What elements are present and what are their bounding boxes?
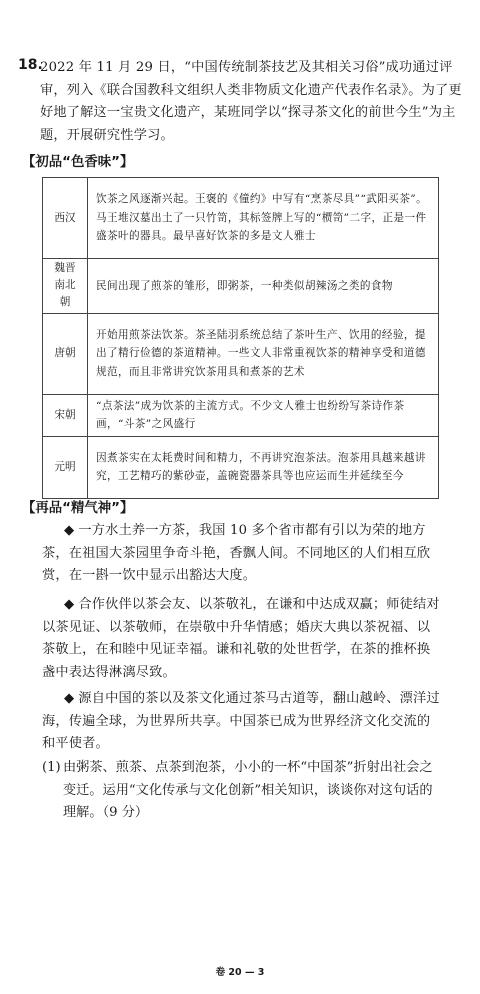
paragraph-local-tea [42, 520, 442, 588]
diamond-bullet-icon: ◆ [64, 523, 75, 538]
section-title-first-taste: 【初品“色香味”】 [22, 155, 134, 170]
paragraph-text: 一方水土养一方茶，我国 10 多个省市都有引以为荣的地方茶，在祖国大茶园里争奇斗艳，香飘人间。不同地区的人们相互欣赏，在一斟一饮中显示出豁达大度。 [42, 523, 431, 583]
page-footer: 卷 20 — 3 [215, 967, 265, 978]
subquestion-1 [42, 757, 442, 825]
description-cell: 开始用煎茶法饮茶。茶圣陆羽系统总结了茶叶生产、饮用的经验，提出了精行俭德的茶道精神。一些文人非常重视饮茶的精神享受和道德规范，而且非常讲究饮茶用具和煮茶的艺术 [88, 313, 439, 394]
description-cell: 因煮茶实在太耗费时间和精力，不再讲究泡茶法。泡茶用具越来越讲究，工艺精巧的紫砂壶，盖碗瓷器茶具等也应运而生并延续至今 [88, 436, 439, 498]
subquestion-text: 由粥茶、煎茶、点茶到泡茶，小小的一杯“中国茶”折射出社会之变迁。运用“文化传承与文化创新”相关知识，谈谈你对这句话的理解。（9 分） [63, 760, 433, 820]
paragraph-tea-world [42, 688, 442, 756]
diamond-bullet-icon: ◆ [64, 691, 75, 706]
dynasty-cell [43, 259, 88, 314]
question-18 [18, 57, 468, 147]
dynasty-cell: 唐朝 [43, 313, 88, 394]
section-title-second-taste: 【再品“精气神”】 [22, 501, 134, 516]
table-row [43, 178, 439, 259]
table-row [43, 436, 439, 498]
question-number: 18. [18, 57, 43, 73]
table-row [43, 259, 439, 314]
dynasty-cell: 西汉 [43, 178, 88, 259]
paragraph-text: 合作伙伴以茶会友、以茶敬礼，在谦和中达成双赢；师徒结对以茶见证、以茶敬师，在崇敬中升华情感；婚庆大典以茶祝福、以茶敬上，在和睦中见证幸福。谦和礼敬的处世哲学，在茶的推杯换盏中表达得淋漓尽致。 [42, 597, 440, 680]
paragraph-tea-etiquette [42, 594, 442, 684]
dynasty-cell: 元明 [43, 436, 88, 498]
question-intro: 2022 年 11 月 29 日，“中国传统制茶技艺及其相关习俗”成功通过评审，列入《联合国教科文组织人类非物质文化遗产代表作名录》。为了更好地了解这一宝贵文化遗产，某班同学以“探寻茶文化的前世今生”为主题，开展研究性学习。 [40, 60, 462, 143]
subquestion-number: (1) [42, 760, 61, 775]
dynasty-label: 魏晋南北朝 [54, 262, 76, 308]
tea-history-table [42, 177, 439, 499]
dynasty-cell: 宋朝 [43, 394, 88, 436]
description-cell: 民间出现了煎茶的雏形，即粥茶，一种类似胡辣汤之类的食物 [88, 259, 439, 314]
table-row [43, 394, 439, 436]
diamond-bullet-icon: ◆ [64, 597, 75, 612]
table-row [43, 313, 439, 394]
description-cell: 饮茶之风逐渐兴起。王褒的《僮约》中写有“烹茶尽具”“武阳买茶”。马王堆汉墓出土了一只竹笥，其标签牌上写的“槚笥”二字，正是一件盛茶叶的器具。最早喜好饮茶的多是文人雅士 [88, 178, 439, 259]
description-cell: “点茶法”成为饮茶的主流方式。不少文人雅士也纷纷写茶诗作茶画，“斗茶”之风盛行 [88, 394, 439, 436]
paragraph-text: 源自中国的茶以及茶文化通过茶马古道等，翻山越岭、漂洋过海，传遍全球，为世界所共享。中国茶已成为世界经济文化交流的和平使者。 [42, 691, 440, 751]
